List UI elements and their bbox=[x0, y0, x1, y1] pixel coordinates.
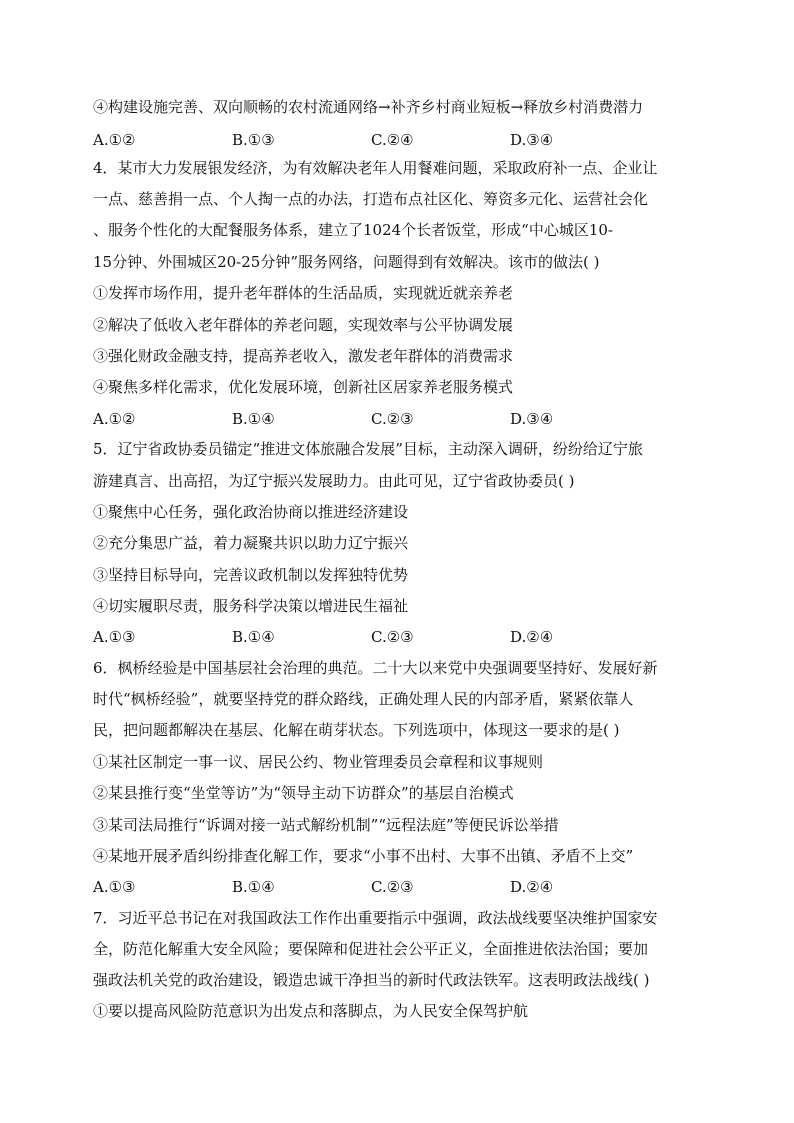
q4-item-2: ②解决了低收入老年群体的养老问题，实现效率与公平协调发展 bbox=[93, 316, 514, 334]
q5-item-1: ①聚焦中心任务，强化政治协商以推进经济建设 bbox=[93, 503, 409, 521]
q4-item-3: ③强化财政金融支持，提高养老收入，激发老年群体的消费需求 bbox=[93, 347, 514, 365]
q6-stem-line-3: 民，把问题都解决在基层、化解在萌芽状态。下列选项中，体现这一要求的是( ) bbox=[93, 721, 620, 739]
q6-item-4: ④某地开展矛盾纠纷排查化解工作，要求“小事不出村、大事不出镇、矛盾不上交” bbox=[93, 847, 634, 865]
q4-option-c: C.②③ bbox=[371, 410, 414, 428]
q7-stem-line-1: 7．习近平总书记在对我国政法工作作出重要指示中强调，政法战线要坚决维护国家安 bbox=[93, 909, 658, 927]
q4-stem-line-2: 一点、慈善捐一点、个人掏一点的办法，打造布点社区化、筹资多元化、运营社会化 bbox=[93, 190, 649, 208]
q6-item-2: ②某县推行变“坐堂等访”为“领导主动下访群众”的基层自治模式 bbox=[93, 784, 514, 802]
q4-item-1: ①发挥市场作用，提升老年群体的生活品质，实现就近就亲养老 bbox=[93, 284, 514, 302]
q4-stem-line-4: 15分钟、外围城区20-25分钟”服务网络，问题得到有效解决。该市的做法( ) bbox=[93, 253, 600, 271]
q5-option-a: A.①③ bbox=[93, 628, 136, 646]
q6-option-b: B.①④ bbox=[232, 878, 275, 896]
q5-option-d: D.②④ bbox=[510, 628, 554, 646]
q4-stem-line-1: 4．某市大力发展银发经济，为有效解决老年人用餐难问题，采取政府补一点、企业让 bbox=[93, 159, 658, 177]
q5-item-2: ②充分集思广益，着力凝聚共识以助力辽宁振兴 bbox=[93, 534, 409, 552]
q4-option-d: D.③④ bbox=[510, 410, 554, 428]
q3-option-c: C.②④ bbox=[371, 131, 414, 149]
q5-item-3: ③坚持目标导向，完善议政机制以发挥独特优势 bbox=[93, 566, 409, 584]
q4-item-4: ④聚焦多样化需求，优化发展环境，创新社区居家养老服务模式 bbox=[93, 378, 514, 396]
q7-stem-line-2: 全，防范化解重大安全风险；要保障和促进社会公平正义，全面推进依法治国；要加 bbox=[93, 940, 649, 958]
q6-option-c: C.②③ bbox=[371, 878, 414, 896]
q5-stem-line-2: 游建真言、出高招，为辽宁振兴发展助力。由此可见，辽宁省政协委员( ) bbox=[93, 472, 575, 490]
q6-stem-line-2: 时代“枫桥经验”，就要坚持党的群众路线，正确处理人民的内部矛盾，紧紧依靠人 bbox=[93, 690, 634, 708]
q4-stem-line-3: 、服务个性化的大配餐服务体系，建立了1024个长者饭堂，形成“中心城区10- bbox=[93, 221, 614, 239]
q4-option-b: B.①④ bbox=[232, 410, 275, 428]
q5-stem-line-1: 5．辽宁省政协委员锚定“推进文体旅融合发展”目标，主动深入调研，纷纷给辽宁旅 bbox=[93, 440, 643, 458]
q6-stem-line-1: 6．枫桥经验是中国基层社会治理的典范。二十大以来党中央强调要坚持好、发展好新 bbox=[93, 659, 658, 677]
q5-option-b: B.①④ bbox=[232, 628, 275, 646]
q3-option-d: D.③④ bbox=[510, 131, 554, 149]
q3-option-a: A.①② bbox=[93, 131, 136, 149]
q5-item-4: ④切实履职尽责，服务科学决策以增进民生福祉 bbox=[93, 597, 409, 615]
q7-item-1: ①要以提高风险防范意识为出发点和落脚点，为人民安全保驾护航 bbox=[93, 1002, 529, 1020]
q6-option-a: A.①③ bbox=[93, 878, 136, 896]
q4-option-a: A.①② bbox=[93, 410, 136, 428]
q6-item-1: ①某社区制定一事一议、居民公约、物业管理委员会章程和议事规则 bbox=[93, 753, 544, 771]
q5-option-c: C.②③ bbox=[371, 628, 414, 646]
q3-option-b: B.①③ bbox=[232, 131, 275, 149]
q7-stem-line-3: 强政法机关党的政治建设，锻造忠诚干净担当的新时代政法铁军。这表明政法战线( ) bbox=[93, 971, 650, 989]
q6-option-d: D.②④ bbox=[510, 878, 554, 896]
q6-item-3: ③某司法局推行“诉调对接一站式解纷机制”“远程法庭”等便民诉讼举措 bbox=[93, 816, 559, 834]
q3-item-4: ④构建设施完善、双向顺畅的农村流通网络→补齐乡村商业短板→释放乡村消费潜力 bbox=[93, 98, 644, 116]
